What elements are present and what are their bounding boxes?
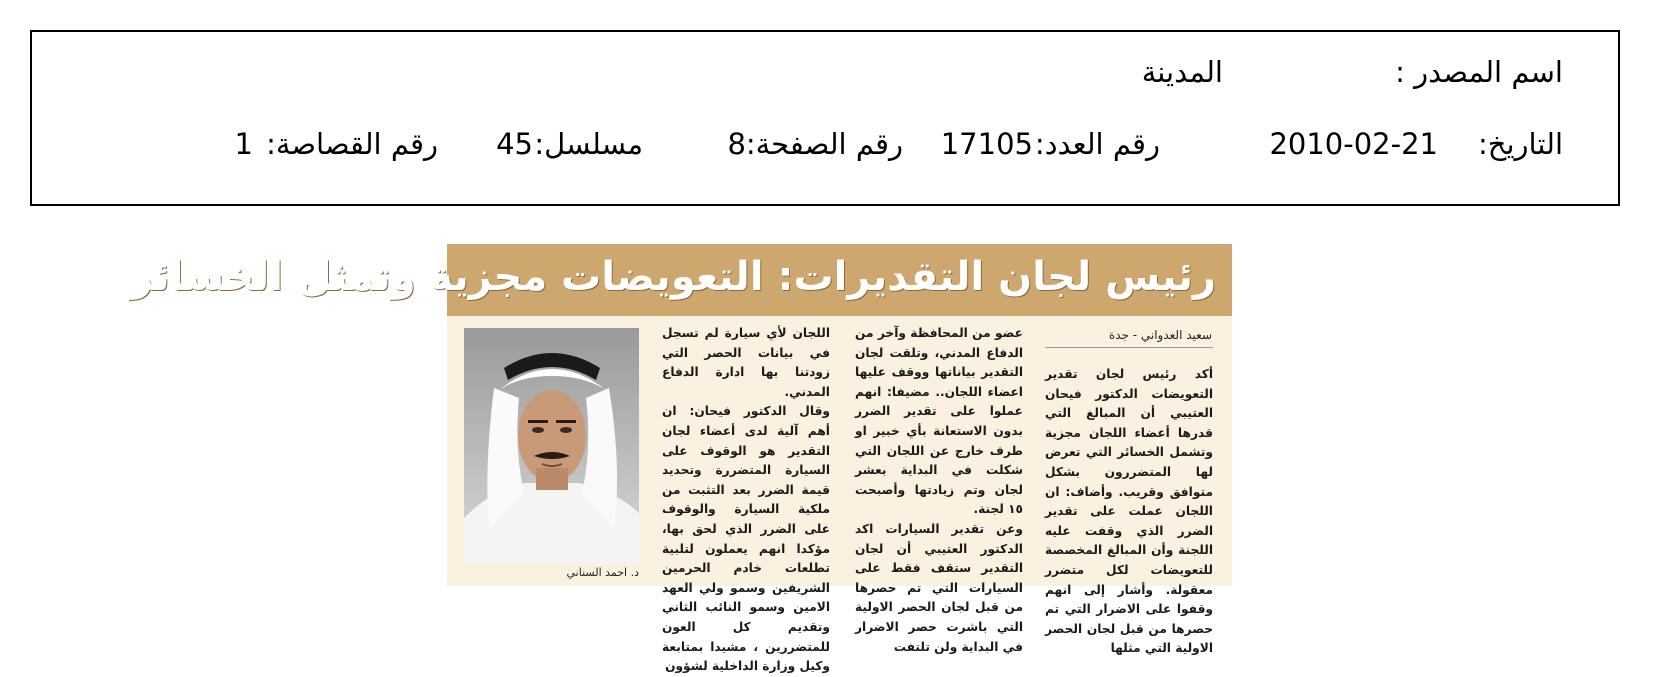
headline-band: [129, 244, 1232, 316]
portrait-photo: [464, 328, 639, 564]
source-value: المدينة: [1141, 55, 1223, 89]
date-value: 2010-02-21: [1269, 127, 1438, 161]
clip-value: 1: [234, 127, 253, 161]
column-2-paragraph-1: عضو من المحافظة وآخر من الدفاع المدني، وتلقت لجان التقدير بياناتها ووقف عليها اعضاء اللجان.. مضيفا: انهم عملوا على تقدير الضرر بدون الاستعانة بأي خبير او طرف خارج عن اللجان التي شكلت في البداية بعشر لجان وتم زيادتها وأصبحت ١٥ لجنة.: [855, 326, 1023, 517]
issue-label: رقم العدد:: [1034, 127, 1160, 161]
newspaper-clipping: [129, 244, 1232, 674]
article-column-3: [662, 324, 830, 674]
article-headline: رئيس لجان التقديرات: التعويضات مجزية وتمثل الخسائر: [129, 254, 1216, 300]
page-label: رقم الصفحة:: [745, 127, 903, 161]
article-column-2: [855, 324, 1023, 654]
article-byline: سعيد العدواني - جدة: [1108, 328, 1212, 342]
clip-label: رقم القصاصة:: [266, 127, 438, 161]
page-value: 8: [727, 127, 746, 161]
column-2-paragraph-2: وعن تقدير السيارات اكد الدكتور العتيبي أن لجان التقدير ستقف فقط على السيارات التي تم حصرها من قبل لجان الحصر الاولية التي باشرت حصر الاضرار في البداية ولن تلتفت: [855, 521, 1023, 654]
source-label: اسم المصدر :: [1395, 55, 1563, 89]
photo-caption: د. احمد السناني: [566, 566, 639, 579]
article-column-1: [1045, 365, 1213, 656]
date-label: التاريخ:: [1477, 127, 1563, 161]
column-1-text: أكد رئيس لجان تقدير التعويضات الدكتور فيحان العتيبي أن المبالغ التي قدرها أعضاء اللجان مجزية وتشمل الخسائر التي تعرض لها المتضررون بشكل متوافق وقريب. وأضاف: ان اللجان عملت على تقدير الضرر الذي وقفت عليه اللجنة وأن المبالغ المخصصة للتعويضات لكل متضرر معقولة. وأشار إلى انهم وقفوا على الاضرار التي تم حصرها من قبل لجان الحصر الاولية التي مثلها: [1045, 367, 1213, 656]
column-3-paragraph-2: وقال الدكتور فيحان: ان أهم آلية لدى أعضاء لجان التقدير هو الوقوف على السيارة المتضررة وتحديد قيمة الضرر بعد التثبت من ملكية السيارة والوقوف على الضرر الذي لحق بها، مؤكدا انهم يعملون لتلبية تطلعات خادم الحرمين الشريفين وسمو ولي العهد الامين وسمو النائب الثاني وتقديم كل العون للمتضررين ، مشيدا بمتابعة وكيل وزارة الداخلية لشؤون: [662, 404, 830, 674]
clipping-info-box: [30, 30, 1620, 206]
issue-value: 17105: [940, 127, 1033, 161]
byline-divider: [1045, 347, 1213, 348]
portrait-illustration: [464, 328, 639, 564]
column-3-paragraph-1: اللجان لأي سيارة لم تسجل في بيانات الحصر التي زودتنا بها ادارة الدفاع المدني.: [662, 326, 830, 399]
serial-label: مسلسل:: [534, 127, 643, 161]
serial-value: 45: [496, 127, 533, 161]
